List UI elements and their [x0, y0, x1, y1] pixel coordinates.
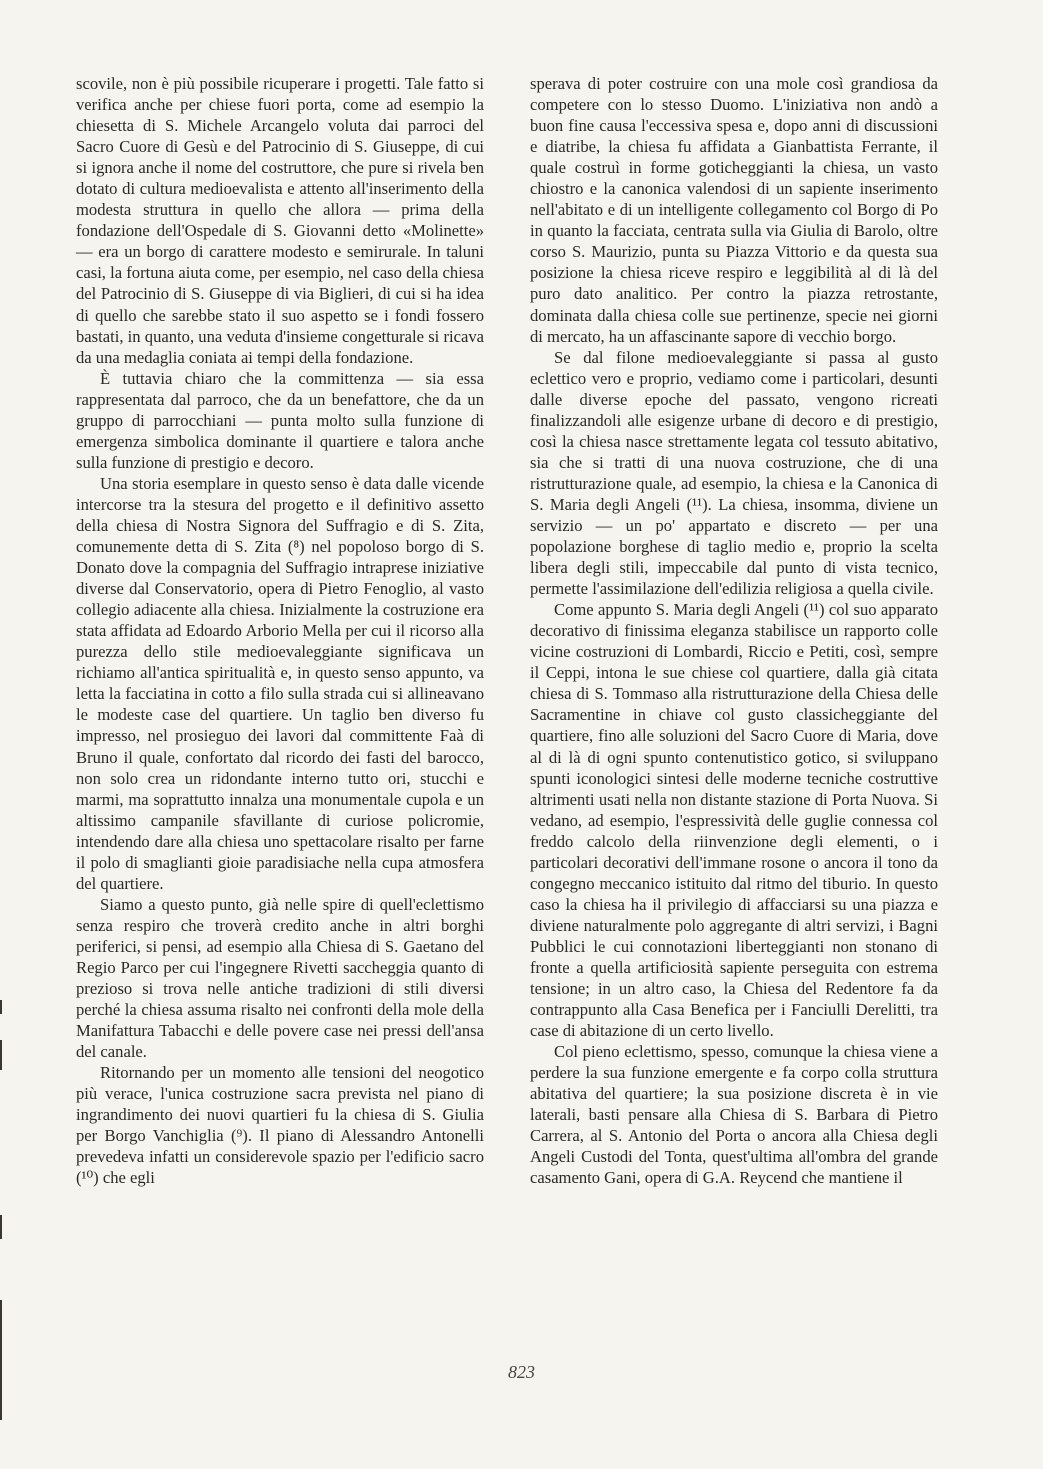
- right-text-column: [530, 73, 938, 1188]
- paragraph: scovile, non è più possibile ricuperare i progetti. Tale fatto si verifica anche per chiese fuori porta, come ad esempio la chiesetta di S. Michele Arcangelo voluta dai parroci del Sacro Cuore di Gesù e del Patrocinio di S. Giuseppe, di cui si ignora anche il nome del costruttore, che pure si rivela ben dotato di cultura medioevalista e attento all'inserimento della modesta struttura in quello che allora — prima della fondazione dell'Ospedale di S. Giovanni detto «Molinette» — era un borgo di carattere modesto e semirurale. In taluni casi, la fortuna aiuta come, per esempio, nel caso della chiesa del Patrocinio di S. Giuseppe di via Biglieri, di cui si ha idea di quello che sarebbe stato il suo aspetto se i fondi fossero bastati, in quanto, una veduta d'insieme congetturale si ricava da una medaglia coniata ai tempi della fondazione.: [76, 74, 484, 367]
- scan-edge-mark: [0, 1040, 2, 1070]
- paragraph: Col pieno eclettismo, spesso, comunque la chiesa viene a perdere la sua funzione emergente e fa corpo colla struttura abitativa del quartiere; la sua posizione discreta è in vie laterali, basti pensare alla Chiesa di S. Barbara di Pietro Carrera, al S. Antonio del Porta o ancora alla Chiesa degli Angeli Custodi del Tonta, quest'ultima all'ombra del grande casamento Gani, opera di G.A. Reycend che mantiene il: [530, 1042, 938, 1188]
- page-number: 823: [508, 1362, 535, 1382]
- paragraph: Se dal filone medioevaleggiante si passa al gusto eclettico vero e proprio, vediamo come i particolari, desunti dalle diverse epoche del passato, vengono ricreati finalizzandoli alle esigenze urbane di decoro e di prestigio, così la chiesa nasce strettamente legata col tessuto abitativo, sia che si tratti di una nuova costruzione, che di una ristrutturazione quale, ad esempio, la chiesa e la Canonica di S. Maria degli Angeli (¹¹). La chiesa, insomma, diviene un servizio — un po' appartato e discreto — per una popolazione borghese di taglio medio e, proprio la scelta libera degli stili, impeccabile dal punto di vista tecnico, permette l'assimilazione dell'edilizia religiosa a quella civile.: [530, 347, 938, 599]
- left-text-column: [76, 73, 484, 1188]
- paragraph: Come appunto S. Maria degli Angeli (¹¹) col suo apparato decorativo di finissima eleganza stabilisce un rapporto colle vicine costruzioni di Lombardi, Riccio e Petiti, così, sempre il Ceppi, intona le sue chiese col quartiere, dalla già citata chiesa di S. Tommaso alla ristrutturazione della Chiesa delle Sacramentine in chiave col gusto classicheggiante del quartiere, fino alle soluzioni del Sacro Cuore di Maria, dove al di là di ogni spunto contenutistico gotico, si sviluppano spunti iconologici sintesi delle moderne tecniche costruttive altrimenti usati nella non distante stazione di Porta Nuova. Si vedano, ad esempio, l'espressività delle guglie connessa col freddo calcolo della riinvenzione degli elementi, o i particolari decorativi dell'immane rosone o ancora il tono da congegno meccanico istituito dal ritmo del tiburio. In questo caso la chiesa ha il privilegio di affacciarsi su una piazza e diviene naturalmente polo aggregante di altri servizi, i Bagni Pubblici le cui connotazioni liberteggianti non stonano di fronte a quella artificiosità sapiente perseguita con estrema tensione; in un altro caso, la Chiesa del Redentore fa da contrappunto alla Casa Benefica per i Fanciulli Derelitti, tra case di abitazione di un certo livello.: [530, 600, 938, 1041]
- paragraph: Ritornando per un momento alle tensioni del neogotico più verace, l'unica costruzione sacra prevista nel piano di ingrandimento dei nuovi quartieri fu la chiesa di S. Giulia per Borgo Vanchiglia (⁹). Il piano di Alessandro Antonelli prevedeva infatti un considerevole spazio per l'edificio sacro (¹⁰) che egli: [76, 1063, 484, 1188]
- scan-edge-mark: [0, 1000, 2, 1014]
- scan-edge-mark: [0, 1215, 2, 1239]
- paragraph: sperava di poter costruire con una mole così grandiosa da competere con lo stesso Duomo. L'iniziativa non andò a buon fine causa l'eccessiva spesa e, dopo anni di discussioni e diatribe, la chiesa fu affidata a Gianbattista Ferrante, il quale costruì in forme goticheggianti la chiesa, un vasto chiostro e la canonica valendosi di un sapiente inserimento nell'abitato e di un intelligente collegamento col Borgo di Po in quanto la facciata, centrata sulla via Giulia di Barolo, oltre corso S. Maurizio, punta su Piazza Vittorio e da questa sua posizione la chiesa riceve respiro e leggibilità al di là del puro dato analitico. Per contro la piazza retrostante, dominata dalla chiesa colle sue pertinenze, specie nei giorni di mercato, ha un affascinante sapore di vecchio borgo.: [530, 74, 938, 346]
- paragraph: È tuttavia chiaro che la committenza — sia essa rappresentata dal parroco, che da un benefattore, che da un gruppo di parrocchiani — punta molto sulla funzione di emergenza simbolica dominante il quartiere e talora anche sulla funzione di prestigio e decoro.: [76, 368, 484, 472]
- scan-edge-mark: [0, 1300, 2, 1420]
- paragraph: Siamo a questo punto, già nelle spire di quell'eclettismo senza respiro che troverà credito anche in altri borghi periferici, si pensi, ad esempio alla Chiesa di S. Gaetano del Regio Parco per cui l'ingegnere Rivetti saccheggia quanto di prezioso si trova nelle antiche tradizioni di stili diversi perché la chiesa assuma risalto nei confronti della mole della Manifattura Tabacchi e delle povere case nei pressi dell'ansa del canale.: [76, 894, 484, 1062]
- paragraph: Una storia esemplare in questo senso è data dalle vicende intercorse tra la stesura del progetto e il definitivo assetto della chiesa di Nostra Signora del Suffragio e di S. Zita, comunemente detta di S. Zita (⁸) nel popoloso borgo di S. Donato dove la compagnia del Suffragio intraprese iniziative diverse dal Conservatorio, opera di Pietro Fenoglio, al vasto collegio adiacente alla chiesa. Inizialmente la costruzione era stata affidata ad Edoardo Arborio Mella per cui il ricorso alla purezza dello stile medioevaleggiante significava un richiamo all'antica spiritualità e, in questo senso appunto, va letta la facciatina in cotto a filo sulla strada cui si allineavano le modeste case del quartiere. Un taglio ben diverso fu impresso, nel prosieguo dei lavori dal committente Faà di Bruno il quale, confortato dal ricordo dei fasti del barocco, non solo crea un ridondante interno tutto ori, stucchi e marmi, ma soprattutto innalza una monumentale cupola e un altissimo campanile sfavillante di curiose policromie, intendendo dare alla chiesa uno spettacolare risalto per farne il polo di smaglianti gioie paradisiache nella cupa atmosfera del quartiere.: [76, 473, 484, 893]
